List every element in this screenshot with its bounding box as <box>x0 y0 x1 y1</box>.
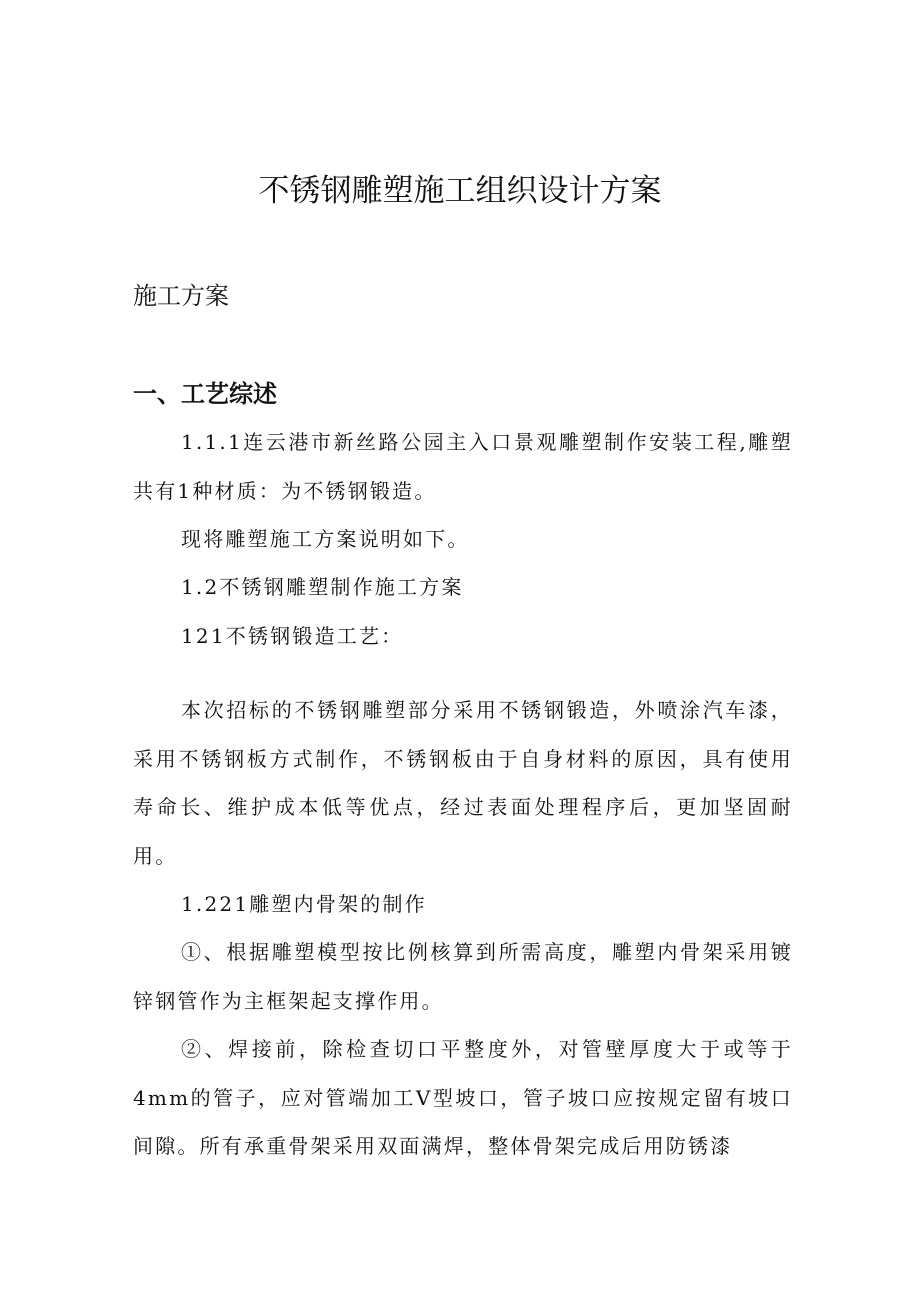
paragraph-section-1-2: 1.2不锈钢雕塑制作施工方案 <box>181 575 464 599</box>
paragraph-section-1-221: 1.221雕塑内骨架的制作 <box>181 892 427 916</box>
section-heading: 施工方案 <box>133 282 229 310</box>
paragraph-plan-note: 现将雕塑施工方案说明如下。 <box>181 527 470 551</box>
paragraph-step-1: ①、根据雕塑模型按比例核算到所需高度，雕塑内骨架采用镀锌钢管作为主框架起支撑作用。 <box>133 940 793 1013</box>
paragraph-step-2: ②、焊接前，除检查切口平整度外，对管壁厚度大于或等于4mm的管子，应对管端加工V型坡口，管子坡口应按规定留有坡口间隙。所有承重骨架采用双面满焊，整体骨架完成后用防锈漆 <box>133 1037 793 1158</box>
document-title: 不锈钢雕塑施工组织设计方案 <box>258 173 662 209</box>
paragraph-project-intro: 1.1.1连云港市新丝路公园主入口景观雕塑制作安装工程,雕塑共有1种材质：为不锈钢锻造。 <box>133 430 793 503</box>
paragraph-section-121: 121不锈钢锻造工艺： <box>181 624 404 648</box>
subsection-heading: 一、工艺综述 <box>133 380 277 408</box>
paragraph-forging-description: 本次招标的不锈钢雕塑部分采用不锈钢锻造，外喷涂汽车漆，采用不锈钢板方式制作，不锈钢板由于自身材料的原因，具有使用寿命长、维护成本低等优点，经过表面处理程序后，更加坚固耐用。 <box>133 698 793 868</box>
